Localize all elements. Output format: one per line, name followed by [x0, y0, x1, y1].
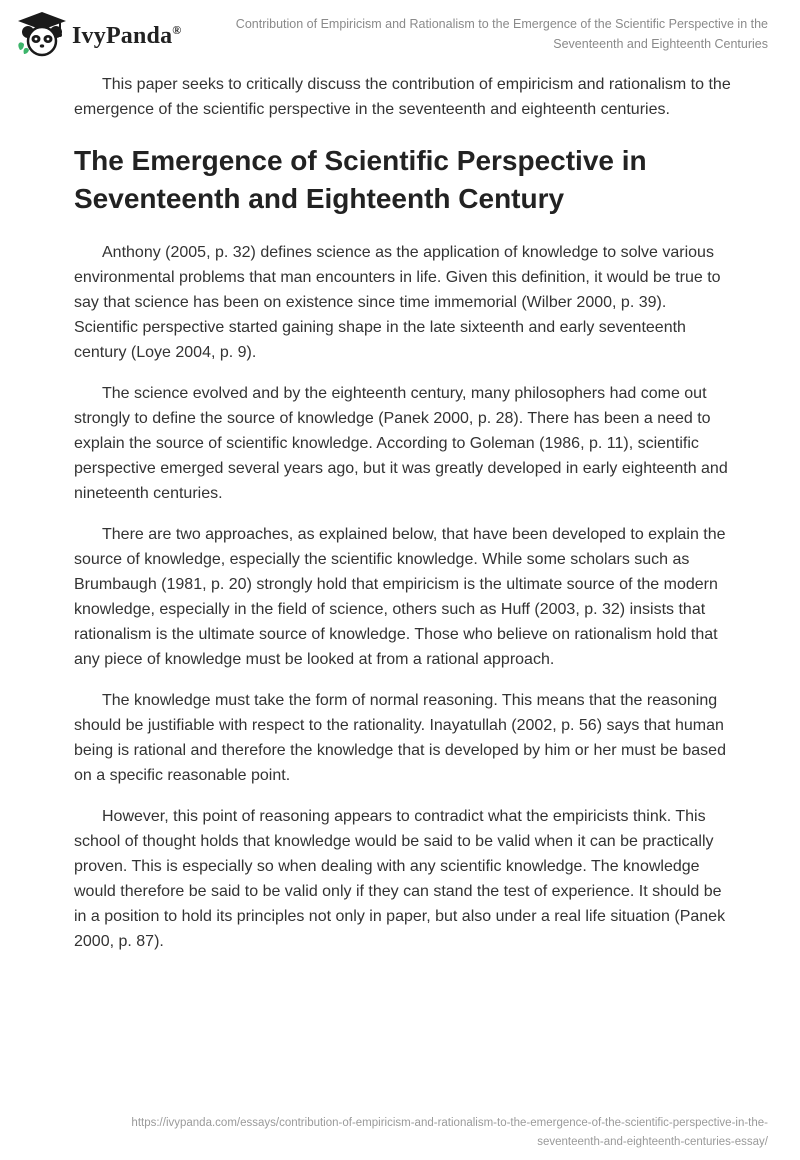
section-heading: The Emergence of Scientific Perspective in Seventeenth and Eighteenth Century: [74, 145, 647, 214]
document-title: Contribution of Empiricism and Rationalism to the Emergence of the Scientific Perspective in the Seventeenth and Eighteenth Centuries: [235, 17, 768, 51]
brand-name: IvyPanda®: [72, 22, 182, 49]
page-header: [0, 0, 800, 70]
panda-graduate-icon: [14, 10, 70, 58]
body-paragraph: The science evolved and by the eighteenth century, many philosophers had come out strongly to define the source of knowledge (Panek 2000, p. 28). There has been a need to explain the source of scientific knowledge. According to Goleman (1986, p. 11), scientific perspective emerged several years ago, but it was greatly developed in early eighteenth and nineteenth centuries.: [74, 385, 728, 502]
source-url[interactable]: https://ivypanda.com/essays/contribution-of-empiricism-and-rationalism-to-the-emergence-of-the-scientific-perspective-in-the-seventeenth-and-eighteenth-centuries-essay/: [131, 1117, 768, 1148]
body-paragraph: There are two approaches, as explained below, that have been developed to explain the source of knowledge, especially the scientific knowledge. While some scholars such as Brumbaugh (1981, p. 20) strongly hold that empiricism is the ultimate source of the modern knowledge, especially in the field of science, others such as Huff (2003, p. 32) insists that rationalism is the ultimate source of knowledge. Those who believe on rationalism hold that any piece of knowledge must be looked at from a rational approach.: [74, 526, 726, 668]
article-body: [74, 72, 734, 970]
body-paragraph: The knowledge must take the form of normal reasoning. This means that the reasoning should be justifiable with respect to the rationality. Inayatullah (2002, p. 56) says that human being is rational and therefore the knowledge that is developed by him or her must be based on a specific reasonable point.: [74, 692, 726, 784]
body-paragraph: However, this point of reasoning appears to contradict what the empiricists think. This school of thought holds that knowledge would be said to be valid when it can be practically proven. This is especially so when dealing with any scientific knowledge. The knowledge would therefore be said to be valid only if they can stand the test of experience. It should be in a position to hold its principles not only in paper, but also under a real life situation (Panek 2000, p. 87).: [74, 808, 726, 950]
body-paragraph: Anthony (2005, p. 32) defines science as the application of knowledge to solve various environmental problems that man encounters in life. Given this definition, it would be true to say that science has been on existence since time immemorial (Wilber 2000, p. 39). Scientific perspective started gaining shape in the late sixteenth and early seventeenth century (Loye 2004, p. 9).: [74, 244, 721, 361]
ivypanda-logo[interactable]: [14, 10, 181, 58]
intro-paragraph: This paper seeks to critically discuss the contribution of empiricism and rationalism to the emergence of the scientific perspective in the seventeenth and eighteenth centuries.: [74, 76, 731, 118]
